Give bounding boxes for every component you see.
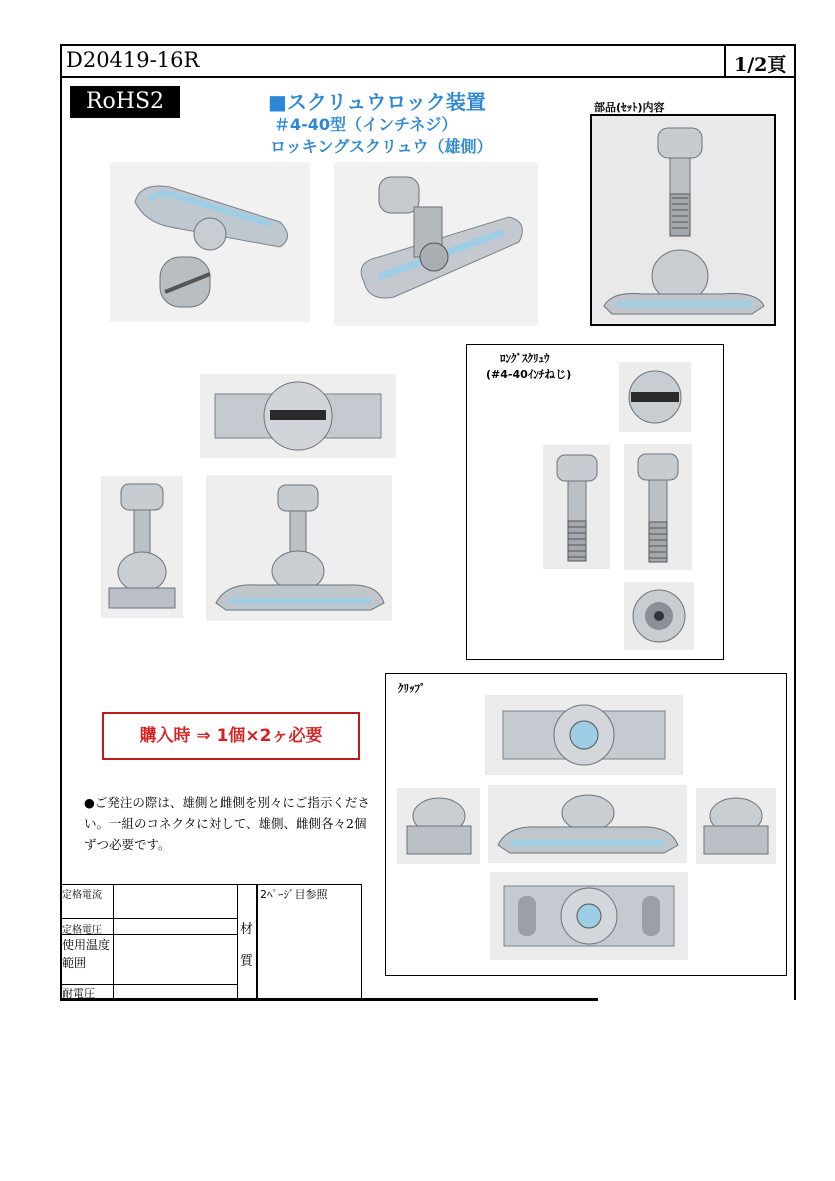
order-note: ●ご発注の際は、雄側と雌側を別々にご指示ください。一組のコネクタに対して、雄側、雌側各々2個ずつ必要です。 <box>84 795 370 852</box>
long-screw-spec-label: (#4-40ｲﾝﾁねじ) <box>486 368 572 381</box>
product-type: ＃4-40型（インチネジ） <box>274 115 458 134</box>
photo-screw-bottom <box>624 582 694 650</box>
spec-temp-range-line2: 範囲 <box>62 956 87 970</box>
document-number: D20419-16R <box>66 48 200 72</box>
photo-clip-right <box>696 788 776 864</box>
product-subtitle: ロッキングスクリュウ（雄側） <box>270 137 493 156</box>
photo-clip-top <box>485 695 683 775</box>
spec-withstand-voltage: 耐電圧 <box>62 987 95 1000</box>
photo-clip-front <box>488 785 687 863</box>
photo-clip-left <box>397 788 480 864</box>
photo-assembly-front <box>110 162 310 322</box>
long-screw-label: ﾛﾝｸﾞｽｸﾘｭｳ <box>500 352 550 365</box>
rohs-badge: RoHS2 <box>70 86 180 118</box>
photo-clip-bottom <box>490 872 688 960</box>
photo-top-view <box>200 374 396 458</box>
spec-material-char2: 質 <box>240 954 254 969</box>
bottom-rule <box>60 998 598 1001</box>
clip-label: ｸﾘｯﾌﾟ <box>398 682 426 695</box>
header-divider <box>60 76 796 78</box>
parts-set-label: 部品(ｾｯﾄ)内容 <box>594 101 665 114</box>
spec-material-char1: 材 <box>240 922 254 937</box>
purchase-notice: 購入時 ⇒ 1個×2ヶ必要 <box>102 712 360 760</box>
product-title: ■スクリュウロック装置 <box>268 90 486 114</box>
spec-rated-voltage: 定格電圧 <box>62 925 102 936</box>
photo-assembly-angled <box>334 162 538 326</box>
spec-table <box>60 884 362 1001</box>
page-number: 1/2頁 <box>734 54 787 76</box>
spec-temp-range-line1: 使用温度 <box>62 938 111 952</box>
photo-screw-side-2 <box>624 444 692 570</box>
photo-front-view <box>206 475 392 621</box>
photo-screw-head-top <box>619 362 691 432</box>
spec-rated-current: 定格電流 <box>62 890 102 901</box>
header-vertical-divider <box>724 44 726 76</box>
photo-screw-side-1 <box>543 445 610 569</box>
photo-side-view <box>101 476 183 618</box>
photo-parts-set <box>590 114 776 326</box>
spec-material-value: 2ﾍﾟｰｼﾞ目参照 <box>260 888 328 901</box>
